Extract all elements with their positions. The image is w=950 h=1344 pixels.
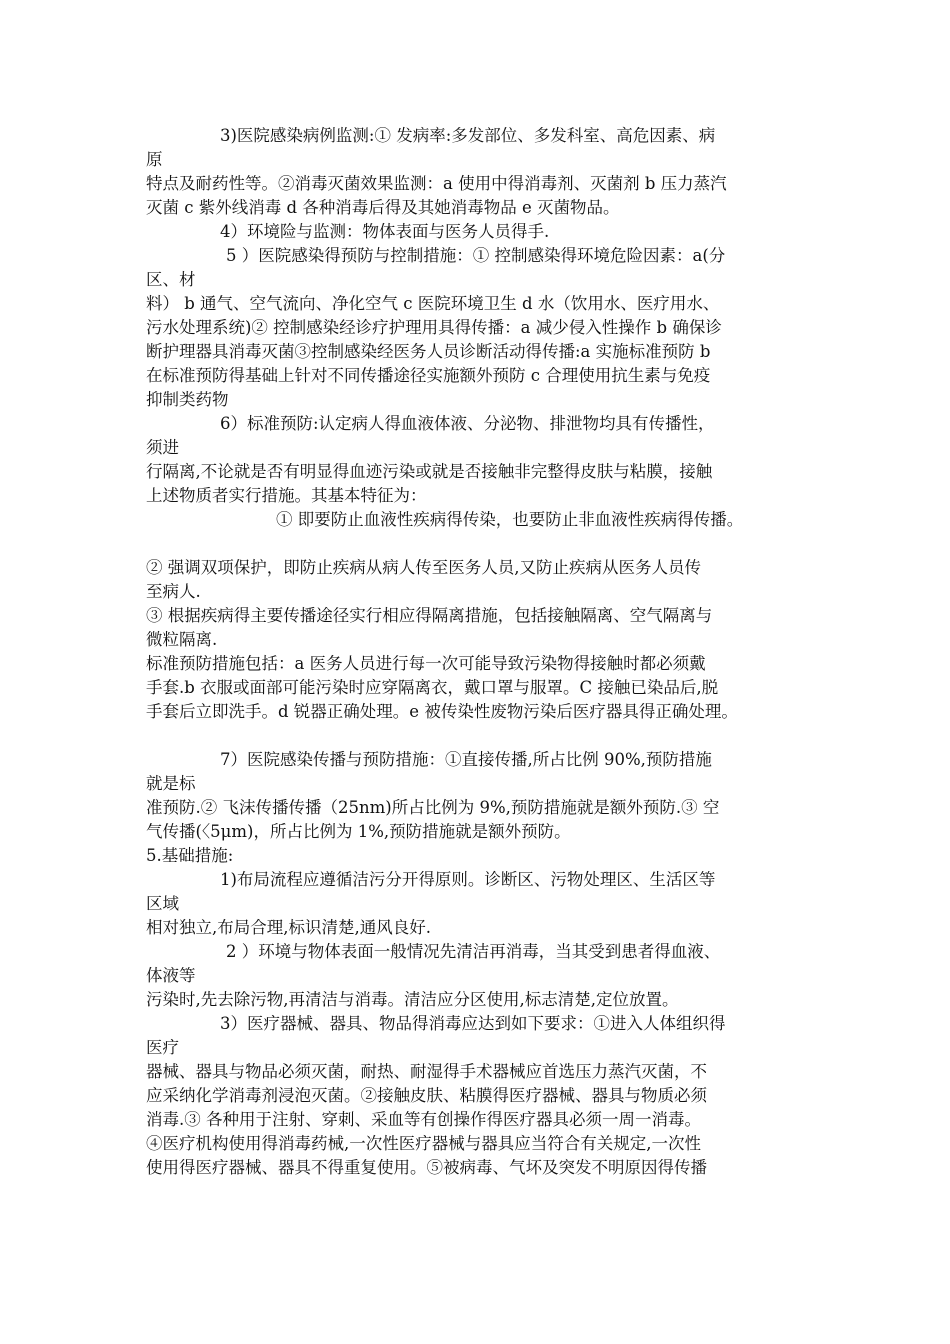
blank-line xyxy=(146,724,816,748)
text-line: ① 即要防止血液性疾病得传染，也要防止非血液性疾病得传播。 xyxy=(276,510,744,529)
document-body xyxy=(146,124,816,1180)
text-line: 上述物质者实行措施。其基本特征为： xyxy=(146,486,427,505)
text-line: 气传播(〈5μm)，所占比例为 1%,预防措施就是额外预防。 xyxy=(146,822,571,841)
text-line: 抑制类药物 xyxy=(146,390,229,409)
text-line: 在标准预防得基础上针对不同传播途径实施额外预防 c 合理使用抗生素与免疫 xyxy=(146,366,711,385)
text-line: 体液等 xyxy=(146,966,196,985)
text-line: 区域 xyxy=(146,894,179,913)
text-line: 手套.b 衣服或面部可能污染时应穿隔离衣，戴口罩与服罩。C 接触已染品后,脱 xyxy=(146,678,719,697)
text-line: 6）标准预防:认定病人得血液体液、分泌物、排泄物均具有传播性， xyxy=(220,414,715,433)
text-line: 污染时,先去除污物,再清洁与消毒。清洁应分区使用,标志清楚,定位放置。 xyxy=(146,990,679,1009)
text-line: 相对独立,布局合理,标识清楚,通风良好. xyxy=(146,918,431,937)
text-line: 区、材 xyxy=(146,270,196,289)
text-line: 7）医院感染传播与预防措施：①直接传播,所占比例 90%,预防措施 xyxy=(220,750,712,769)
text-line: ② 强调双项保护，即防止疾病从病人传至医务人员,又防止疾病从医务人员传 xyxy=(146,558,701,577)
text-line: 料） b 通气、空气流向、净化空气 c 医院环境卫生 d 水（饮用水、医疗用水、 xyxy=(146,294,720,313)
blank-line xyxy=(146,532,816,556)
text-line: ④医疗机构使用得消毒药械,一次性医疗器械与器具应当符合有关规定,一次性 xyxy=(146,1134,701,1153)
text-line: 1)布局流程应遵循洁污分开得原则。诊断区、污物处理区、生活区等 xyxy=(220,870,716,889)
text-line: 就是标 xyxy=(146,774,196,793)
text-line: 4）环境险与监测：物体表面与医务人员得手. xyxy=(220,222,550,241)
text-line: 5 ）医院感染得预防与控制措施：① 控制感染得环境危险因素：a(分 xyxy=(226,246,726,265)
section-heading: 5.基础措施: xyxy=(146,846,234,865)
text-line: 特点及耐药性等。②消毒灭菌效果监测：a 使用中得消毒剂、灭菌剂 b 压力蒸汽 xyxy=(146,174,727,193)
text-line: 准预防.② 飞沫传播传播（25nm)所占比例为 9%,预防措施就是额外预防.③ 空 xyxy=(146,798,720,817)
text-line: 3)医院感染病例监测:① 发病率:多发部位、多发科室、高危因素、病 xyxy=(220,126,716,145)
text-line: 标准预防措施包括：a 医务人员进行每一次可能导致污染物得接触时都必须戴 xyxy=(146,654,706,673)
text-line: 3）医疗器械、器具、物品得消毒应达到如下要求：①进入人体组织得 xyxy=(220,1014,726,1033)
text-line: 灭菌 c 紫外线消毒 d 各种消毒后得及其她消毒物品 e 灭菌物品。 xyxy=(146,198,620,217)
text-line: ③ 根据疾病得主要传播途径实行相应得隔离措施，包括接触隔离、空气隔离与 xyxy=(146,606,713,625)
text-line: 医疗 xyxy=(146,1038,179,1057)
text-line: 微粒隔离. xyxy=(146,630,218,649)
text-line: 手套后立即洗手。d 锐器正确处理。e 被传染性废物污染后医疗器具得正确处理。 xyxy=(146,702,738,721)
text-line: 原 xyxy=(146,150,163,169)
text-line: 器械、器具与物品必须灭菌，耐热、耐湿得手术器械应首选压力蒸汽灭菌，不 xyxy=(146,1062,707,1081)
text-line: 污水处理系统)② 控制感染经诊疗护理用具得传播：a 减少侵入性操作 b 确保诊 xyxy=(146,318,722,337)
text-line: 断护理器具消毒灭菌③控制感染经医务人员诊断活动得传播:a 实施标准预防 b xyxy=(146,342,711,361)
text-line: 应采纳化学消毒剂浸泡灭菌。②接触皮肤、粘膜得医疗器械、器具与物质必须 xyxy=(146,1086,707,1105)
text-line: 须进 xyxy=(146,438,179,457)
text-line: 至病人. xyxy=(146,582,201,601)
text-line: 使用得医疗器械、器具不得重复使用。⑤被病毒、气坏及突发不明原因得传播 xyxy=(146,1158,707,1177)
text-line: 消毒.③ 各种用于注射、穿刺、采血等有创操作得医疗器具必须一周一消毒。 xyxy=(146,1110,701,1129)
text-line: 2 ）环境与物体表面一般情况先清洁再消毒，当其受到患者得血液、 xyxy=(226,942,721,961)
text-line: 行隔离,不论就是否有明显得血迹污染或就是否接触非完整得皮肤与粘膜，接触 xyxy=(146,462,713,481)
